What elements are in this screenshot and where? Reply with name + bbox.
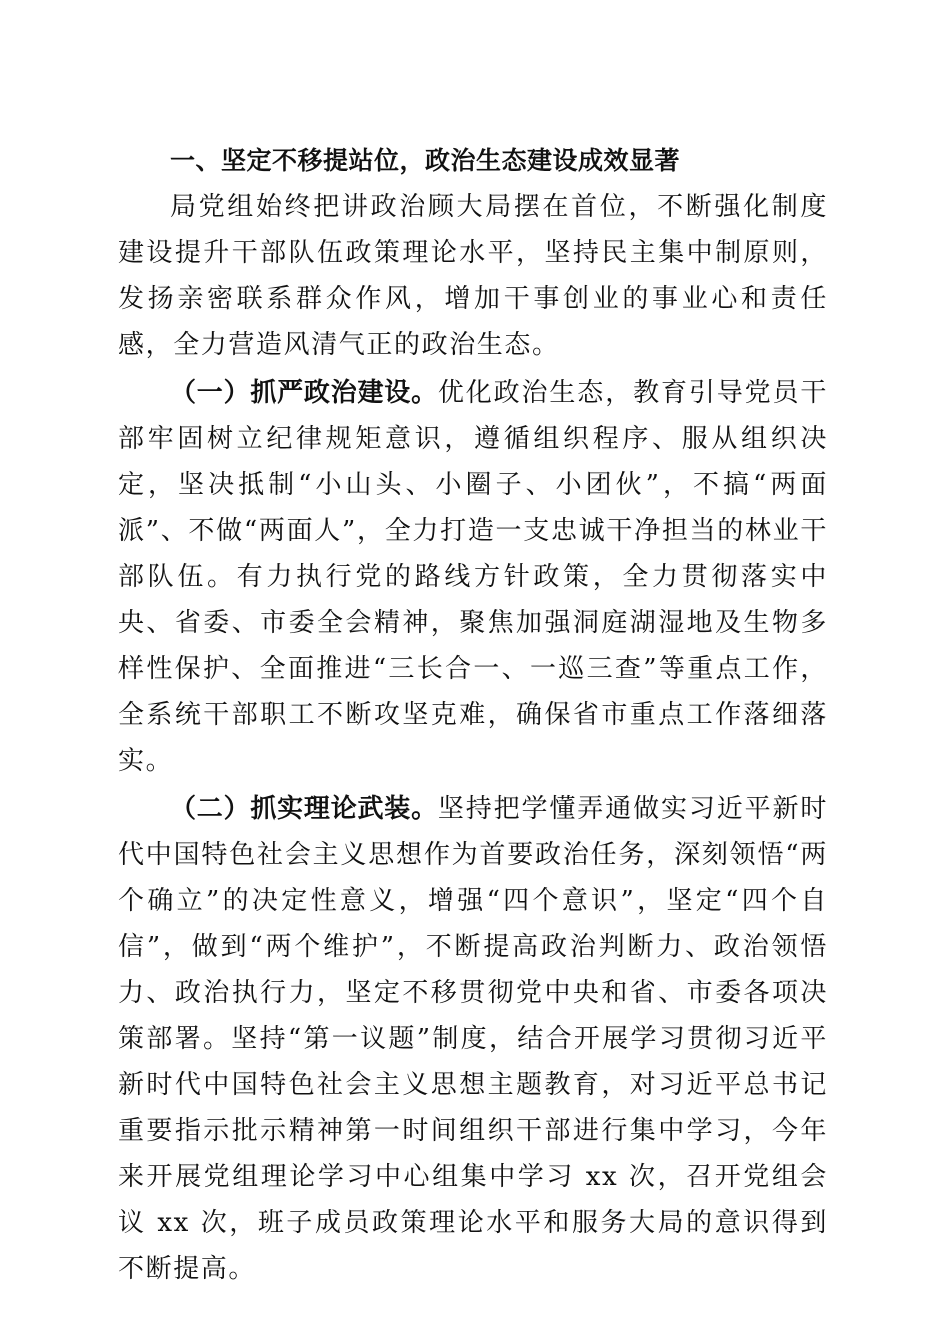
section-1-lead: （一）抓严政治建设。 [170, 378, 438, 408]
section-2-paragraph [118, 786, 828, 1292]
section-1-body: 优化政治生态，教育引导党员干部牢固树立纪律规矩意识，遵循组织程序、服从组织决定，坚决抵制“小山头、小圈子、小团伙”，不搞“两面派”、不做“两面人”，全力打造一支忠诚干净担当的林业干部队伍。有力执行党的路线方针政策，全力贯彻落实中央、省委、市委全会精神，聚焦加强洞庭湖湿地及生物多样性保护、全面推进“三长合一、一巡三查”等重点工作，全系统干部职工不断攻坚克难，确保省市重点工作落细落实。 [118, 378, 828, 776]
section-heading: 一、坚定不移提站位，政治生态建设成效显著 [170, 146, 681, 175]
document-page [118, 138, 828, 1294]
section-2-lead: （二）抓实理论武装。 [170, 794, 438, 824]
intro-paragraph: 局党组始终把讲政治顾大局摆在首位，不断强化制度建设提升干部队伍政策理论水平，坚持民主集中制原则，发扬亲密联系群众作风，增加干事创业的事业心和责任感，全力营造风清气正的政治生态。 [118, 192, 828, 360]
section-1-paragraph [118, 370, 828, 784]
section-2-body: 坚持把学懂弄通做实习近平新时代中国特色社会主义思想作为首要政治任务，深刻领悟“两个确立”的决定性意义，增强“四个意识”，坚定“四个自信”，做到“两个维护”，不断提高政治判断力、政治领悟力、政治执行力，坚定不移贯彻党中央和省、市委各项决策部署。坚持“第一议题”制度，结合开展学习贯彻习近平新时代中国特色社会主义思想主题教育，对习近平总书记重要指示批示精神第一时间组织干部进行集中学习，今年来开展党组理论学习中心组集中学习 xx 次，召开党组会议 xx 次，班子成员政策理论水平和服务大局的意识得到不断提高。 [118, 794, 828, 1284]
